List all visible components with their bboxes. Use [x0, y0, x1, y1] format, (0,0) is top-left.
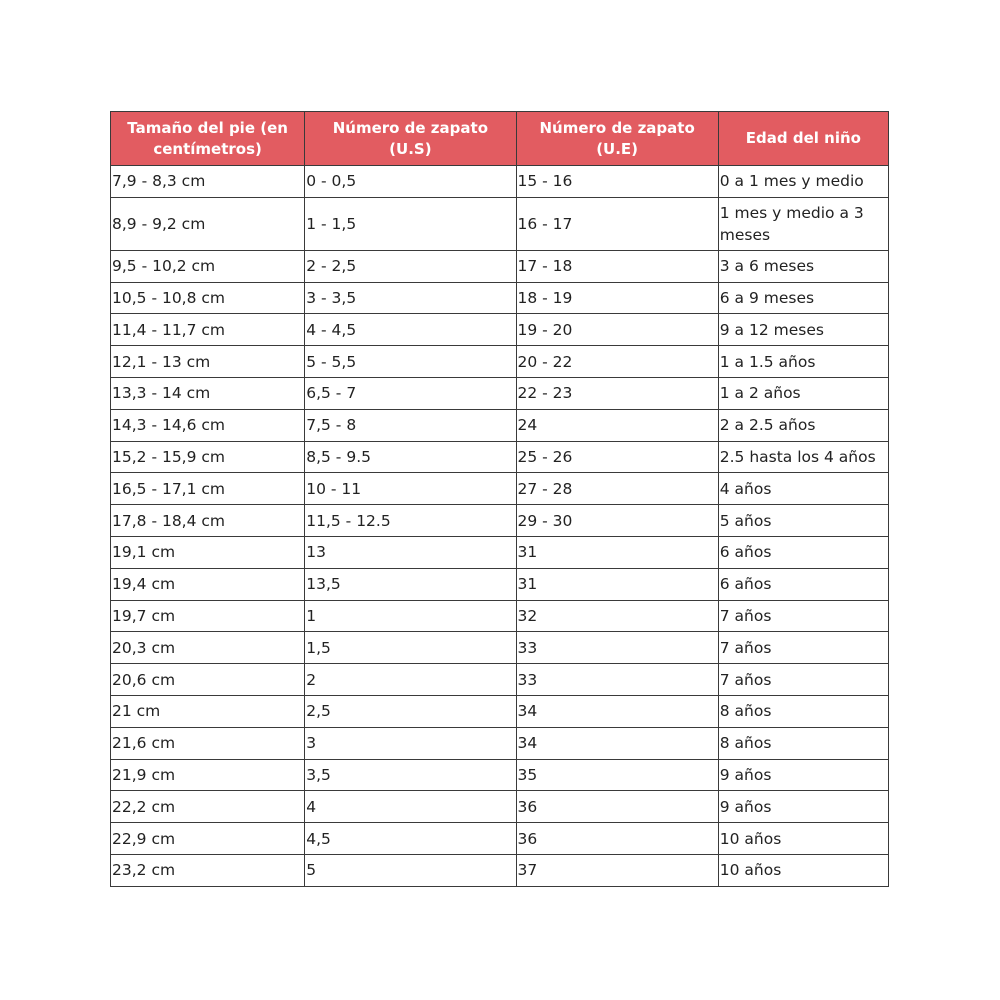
cell-foot-size: 17,8 - 18,4 cm: [111, 505, 305, 537]
cell-child-age: 5 años: [718, 505, 888, 537]
cell-us-size: 13,5: [305, 568, 516, 600]
cell-us-size: 13: [305, 536, 516, 568]
cell-child-age: 10 años: [718, 854, 888, 886]
header-foot-size: Tamaño del pie (en centímetros): [111, 112, 305, 166]
cell-us-size: 2,5: [305, 695, 516, 727]
cell-eu-size: 27 - 28: [516, 473, 718, 505]
cell-foot-size: 9,5 - 10,2 cm: [111, 250, 305, 282]
cell-eu-size: 20 - 22: [516, 346, 718, 378]
cell-child-age: 10 años: [718, 823, 888, 855]
cell-eu-size: 16 - 17: [516, 197, 718, 250]
cell-eu-size: 19 - 20: [516, 314, 718, 346]
cell-us-size: 4: [305, 791, 516, 823]
cell-foot-size: 12,1 - 13 cm: [111, 346, 305, 378]
cell-eu-size: 37: [516, 854, 718, 886]
cell-eu-size: 33: [516, 632, 718, 664]
cell-child-age: 1 a 1.5 años: [718, 346, 888, 378]
shoe-size-table: [110, 111, 889, 887]
cell-eu-size: 15 - 16: [516, 166, 718, 198]
cell-eu-size: 36: [516, 823, 718, 855]
cell-foot-size: 8,9 - 9,2 cm: [111, 197, 305, 250]
cell-child-age: 2 a 2.5 años: [718, 409, 888, 441]
cell-eu-size: 25 - 26: [516, 441, 718, 473]
cell-child-age: 6 años: [718, 568, 888, 600]
cell-child-age: 0 a 1 mes y medio: [718, 166, 888, 198]
cell-us-size: 11,5 - 12.5: [305, 505, 516, 537]
table-header-row: [111, 112, 889, 166]
cell-us-size: 3,5: [305, 759, 516, 791]
cell-us-size: 2 - 2,5: [305, 250, 516, 282]
cell-us-size: 10 - 11: [305, 473, 516, 505]
cell-us-size: 6,5 - 7: [305, 377, 516, 409]
cell-eu-size: 31: [516, 568, 718, 600]
table-row: [111, 197, 889, 250]
cell-us-size: 0 - 0,5: [305, 166, 516, 198]
table-row: [111, 727, 889, 759]
table-row: [111, 854, 889, 886]
table-row: [111, 314, 889, 346]
header-eu-size: Número de zapato (U.E): [516, 112, 718, 166]
table-row: [111, 600, 889, 632]
cell-eu-size: 31: [516, 536, 718, 568]
cell-foot-size: 10,5 - 10,8 cm: [111, 282, 305, 314]
cell-us-size: 1: [305, 600, 516, 632]
cell-eu-size: 36: [516, 791, 718, 823]
cell-child-age: 9 a 12 meses: [718, 314, 888, 346]
cell-child-age: 7 años: [718, 600, 888, 632]
table-row: [111, 791, 889, 823]
table-row: [111, 632, 889, 664]
cell-foot-size: 21,6 cm: [111, 727, 305, 759]
cell-eu-size: 34: [516, 695, 718, 727]
header-child-age: Edad del niño: [718, 112, 888, 166]
table-row: [111, 695, 889, 727]
cell-child-age: 1 a 2 años: [718, 377, 888, 409]
cell-us-size: 1,5: [305, 632, 516, 664]
header-us-size: Número de zapato (U.S): [305, 112, 516, 166]
cell-foot-size: 7,9 - 8,3 cm: [111, 166, 305, 198]
table-row: [111, 377, 889, 409]
cell-foot-size: 21 cm: [111, 695, 305, 727]
cell-foot-size: 19,7 cm: [111, 600, 305, 632]
cell-child-age: 4 años: [718, 473, 888, 505]
table-row: [111, 409, 889, 441]
cell-eu-size: 32: [516, 600, 718, 632]
cell-us-size: 4 - 4,5: [305, 314, 516, 346]
cell-foot-size: 23,2 cm: [111, 854, 305, 886]
table-row: [111, 759, 889, 791]
table-row: [111, 250, 889, 282]
cell-child-age: 7 años: [718, 632, 888, 664]
cell-us-size: 7,5 - 8: [305, 409, 516, 441]
cell-eu-size: 34: [516, 727, 718, 759]
table-row: [111, 664, 889, 696]
cell-foot-size: 19,4 cm: [111, 568, 305, 600]
table-row: [111, 505, 889, 537]
cell-foot-size: 20,3 cm: [111, 632, 305, 664]
cell-foot-size: 22,9 cm: [111, 823, 305, 855]
cell-us-size: 8,5 - 9.5: [305, 441, 516, 473]
table-row: [111, 473, 889, 505]
cell-eu-size: 22 - 23: [516, 377, 718, 409]
cell-foot-size: 13,3 - 14 cm: [111, 377, 305, 409]
cell-foot-size: 21,9 cm: [111, 759, 305, 791]
cell-us-size: 4,5: [305, 823, 516, 855]
cell-us-size: 3 - 3,5: [305, 282, 516, 314]
cell-child-age: 1 mes y medio a 3 meses: [718, 197, 888, 250]
table-row: [111, 346, 889, 378]
cell-child-age: 6 años: [718, 536, 888, 568]
cell-us-size: 3: [305, 727, 516, 759]
table-row: [111, 536, 889, 568]
cell-child-age: 9 años: [718, 791, 888, 823]
cell-foot-size: 20,6 cm: [111, 664, 305, 696]
table-row: [111, 166, 889, 198]
cell-us-size: 1 - 1,5: [305, 197, 516, 250]
table-row: [111, 823, 889, 855]
cell-foot-size: 19,1 cm: [111, 536, 305, 568]
cell-us-size: 5: [305, 854, 516, 886]
cell-child-age: 3 a 6 meses: [718, 250, 888, 282]
cell-eu-size: 18 - 19: [516, 282, 718, 314]
cell-us-size: 2: [305, 664, 516, 696]
cell-child-age: 8 años: [718, 695, 888, 727]
cell-us-size: 5 - 5,5: [305, 346, 516, 378]
cell-eu-size: 29 - 30: [516, 505, 718, 537]
table-row: [111, 282, 889, 314]
cell-eu-size: 24: [516, 409, 718, 441]
table-row: [111, 441, 889, 473]
cell-foot-size: 16,5 - 17,1 cm: [111, 473, 305, 505]
cell-eu-size: 35: [516, 759, 718, 791]
cell-child-age: 6 a 9 meses: [718, 282, 888, 314]
table-body: [111, 166, 889, 887]
cell-child-age: 7 años: [718, 664, 888, 696]
cell-child-age: 9 años: [718, 759, 888, 791]
cell-eu-size: 17 - 18: [516, 250, 718, 282]
cell-child-age: 8 años: [718, 727, 888, 759]
table-row: [111, 568, 889, 600]
cell-child-age: 2.5 hasta los 4 años: [718, 441, 888, 473]
cell-foot-size: 14,3 - 14,6 cm: [111, 409, 305, 441]
cell-foot-size: 11,4 - 11,7 cm: [111, 314, 305, 346]
cell-eu-size: 33: [516, 664, 718, 696]
cell-foot-size: 22,2 cm: [111, 791, 305, 823]
cell-foot-size: 15,2 - 15,9 cm: [111, 441, 305, 473]
